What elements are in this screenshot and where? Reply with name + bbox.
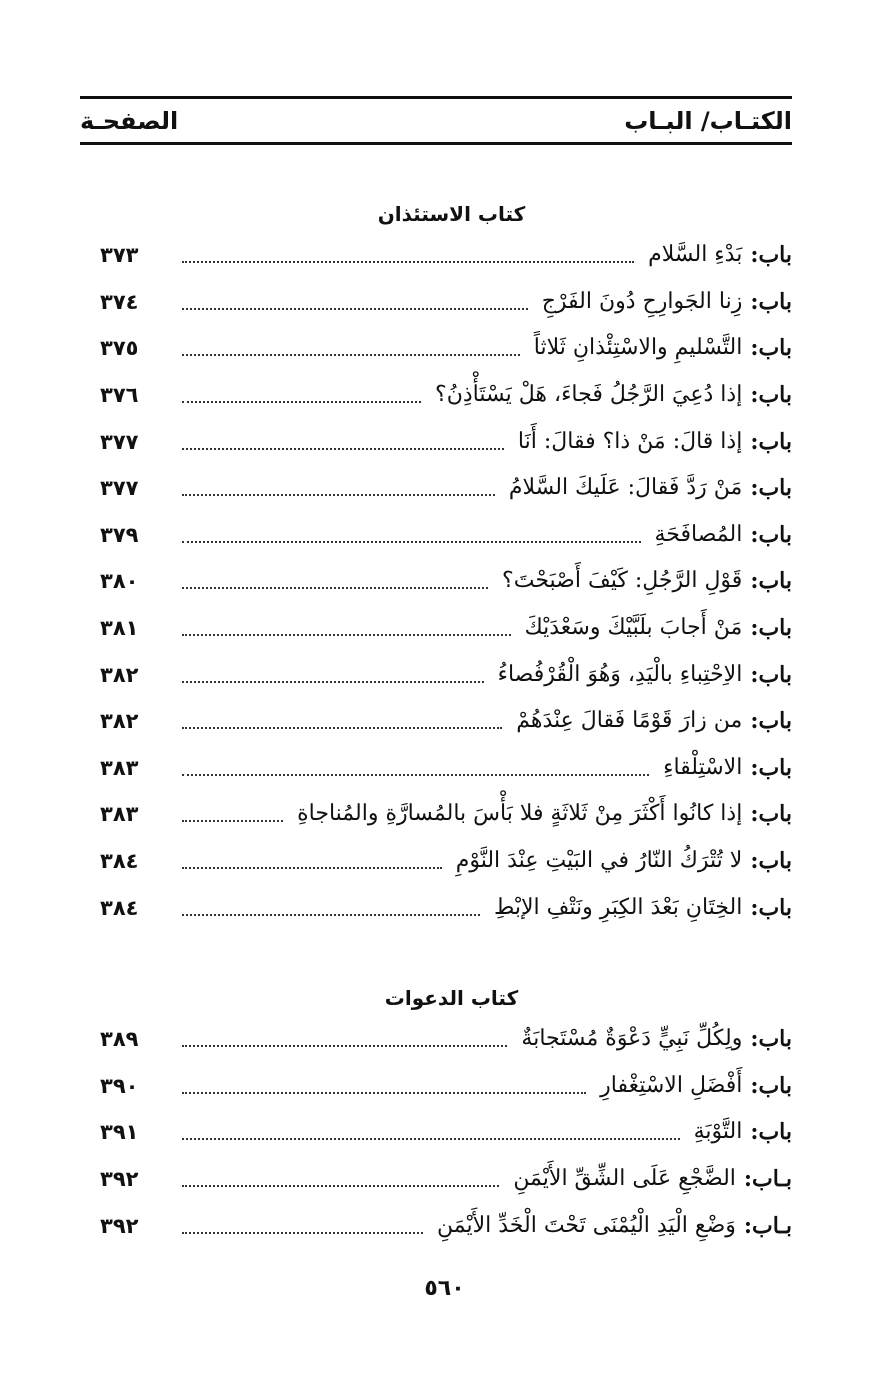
entry-page-number: ٣٩١ (100, 1120, 139, 1145)
section-title: كتاب الدعوات (384, 986, 519, 1010)
toc-entry (100, 745, 792, 792)
entry-separator: : (750, 708, 759, 735)
entry-prefix: باب (758, 242, 792, 269)
entry-title: إذا دُعِيَ الرَّجُلُ فَجاءَ، هَلْ يَسْتَأْذِنُ؟ (435, 382, 743, 408)
toc-entry (100, 558, 792, 605)
dot-leader (182, 418, 504, 450)
dot-leader (182, 1015, 507, 1047)
entry-separator: : (750, 521, 759, 548)
dot-leader (182, 837, 442, 869)
entry-page-number: ٣٨٢ (100, 709, 139, 734)
entry-prefix: باب (758, 428, 792, 455)
toc-entry (100, 279, 792, 326)
entry-prefix: باب (758, 382, 792, 409)
dot-leader (182, 744, 649, 776)
entry-prefix: باب (758, 754, 792, 781)
toc-entry (100, 838, 792, 885)
dot-leader (182, 697, 502, 729)
header-rule-bottom (80, 142, 792, 145)
entry-title: الخِتَانِ بَعْدَ الكِبَرِ ونَتْفِ الإبْطِ (493, 894, 743, 920)
entry-title: من زارَ قَوْمًا فَقالَ عِنْدَهُمْ (516, 708, 743, 734)
entry-separator: : (750, 568, 759, 595)
dot-leader (182, 371, 421, 403)
entry-page-number: ٣٨٣ (100, 802, 139, 827)
toc-entry (100, 372, 792, 419)
entry-page-number: ٣٨٠ (100, 569, 139, 594)
dot-leader (182, 278, 528, 310)
toc-list (100, 232, 792, 931)
entry-title: أَفْضَلِ الاسْتِغْفارِ (600, 1072, 743, 1098)
entry-prefix: باب (758, 661, 792, 688)
entry-prefix: باب (758, 615, 792, 642)
entry-page-number: ٣٧٥ (100, 336, 139, 361)
toc-entry (100, 884, 792, 931)
entry-prefix: باب (758, 848, 792, 875)
entry-separator: : (750, 242, 759, 269)
entry-separator: : (750, 428, 759, 455)
entry-prefix: بـاب (752, 1212, 792, 1239)
dot-leader (182, 651, 484, 683)
dot-leader (182, 604, 511, 636)
entry-separator: : (750, 1026, 759, 1053)
entry-prefix: باب (758, 1119, 792, 1146)
entry-prefix: باب (758, 801, 792, 828)
dot-leader (182, 884, 480, 916)
toc-entry (100, 1156, 792, 1203)
entry-page-number: ٣٧٧ (100, 476, 139, 501)
entry-prefix: باب (758, 335, 792, 362)
chapter-column-heading: الكتـاب/ البـاب (624, 107, 792, 135)
entry-prefix: باب (758, 1026, 792, 1053)
entry-page-number: ٣٧٩ (100, 522, 139, 547)
entry-title: المُصافَحَةِ (654, 521, 743, 547)
dot-leader (182, 324, 520, 356)
dot-leader (182, 557, 488, 589)
toc-entry (100, 1016, 792, 1063)
entry-page-number: ٣٨٣ (100, 755, 139, 780)
toc-entry (100, 232, 792, 279)
table-header (80, 98, 792, 138)
entry-prefix: بـاب (752, 1166, 792, 1193)
dot-leader (182, 1062, 586, 1094)
dot-leader (182, 511, 641, 543)
entry-title: التَّسْليمِ والاسْتِئْذانِ ثَلاثاً (533, 335, 743, 361)
entry-title: مَنْ أَجابَ بلَبَّيْكَ وسَعْدَيْكَ (524, 615, 743, 641)
entry-page-number: ٣٨٩ (100, 1027, 139, 1052)
entry-separator: : (750, 335, 759, 362)
entry-separator: : (750, 615, 759, 642)
dot-leader (182, 1108, 680, 1140)
entry-separator: : (750, 288, 759, 315)
entry-title: مَنْ رَدَّ فَقالَ: عَلَيكَ السَّلامُ (508, 475, 743, 501)
entry-prefix: باب (758, 475, 792, 502)
dot-leader (182, 231, 634, 263)
dot-leader (182, 1155, 499, 1187)
entry-separator: : (750, 475, 759, 502)
entry-separator: : (750, 1072, 759, 1099)
entry-separator: : (750, 848, 759, 875)
entry-page-number: ٣٨٤ (100, 849, 139, 874)
entry-separator: : (750, 661, 759, 688)
entry-page-number: ٣٩٠ (100, 1073, 139, 1098)
entry-separator: : (750, 894, 759, 921)
entry-page-number: ٣٨٢ (100, 662, 139, 687)
page-column-heading: الصفحـة (80, 107, 179, 135)
entry-page-number: ٣٩٢ (100, 1213, 139, 1238)
toc-list (100, 1016, 792, 1249)
entry-title: الضَّجْعِ عَلَى الشِّقِّ الأَيْمَنِ (513, 1166, 736, 1192)
entry-separator: : (750, 801, 759, 828)
entry-separator: : (743, 1166, 753, 1193)
entry-prefix: باب (758, 288, 792, 315)
entry-page-number: ٣٩٢ (100, 1167, 139, 1192)
entry-separator: : (750, 382, 759, 409)
entry-prefix: باب (758, 568, 792, 595)
entry-title: التَّوْبَةِ (693, 1119, 743, 1145)
entry-page-number: ٣٧٣ (100, 243, 139, 268)
entry-page-number: ٣٧٦ (100, 383, 139, 408)
entry-title: زِنا الجَوارِحِ دُونَ الفَرْجِ (541, 288, 743, 314)
entry-title: قَوْلِ الرَّجُلِ: كَيْفَ أَصْبَحْتَ؟ (502, 568, 743, 594)
entry-page-number: ٣٨٤ (100, 895, 139, 920)
dot-leader (182, 464, 495, 496)
toc-entry (100, 512, 792, 559)
entry-prefix: باب (758, 1072, 792, 1099)
toc-entry (100, 1063, 792, 1110)
entry-prefix: باب (758, 708, 792, 735)
entry-title: لا تُتْرَكُ النّارُ في البَيْتِ عِنْدَ النَّوْمِ (455, 848, 743, 874)
entry-title: وَضْعِ الْيَدِ الْيُمْنَى تَحْتَ الْخَدِّ الأَيْمَنِ (437, 1212, 736, 1238)
toc-entry (100, 605, 792, 652)
toc-entry (100, 698, 792, 745)
entry-prefix: باب (758, 521, 792, 548)
entry-title: الاسْتِلْقاءِ (663, 754, 743, 780)
entry-page-number: ٣٨١ (100, 616, 139, 641)
toc-entry (100, 1109, 792, 1156)
page-number: ٥٦٠ (424, 1276, 465, 1301)
entry-title: بَدْءِ السَّلام (648, 242, 743, 268)
section-title: كتاب الاستئذان (377, 202, 526, 226)
toc-entry (100, 418, 792, 465)
toc-entry (100, 1202, 792, 1249)
dot-leader (182, 1202, 423, 1234)
toc-entry (100, 651, 792, 698)
entry-prefix: باب (758, 894, 792, 921)
entry-page-number: ٣٧٧ (100, 429, 139, 454)
entry-page-number: ٣٧٤ (100, 289, 139, 314)
toc-entry (100, 465, 792, 512)
entry-separator: : (743, 1212, 753, 1239)
entry-title: إذا كانُوا أَكْثَرَ مِنْ ثَلاثَةٍ فلا بَأْسَ بالمُسارَّةِ والمُناجاةِ (297, 801, 743, 827)
dot-leader (182, 790, 283, 822)
entry-title: إذا قالَ: مَنْ ذا؟ فقالَ: أَنَا (517, 428, 743, 454)
entry-separator: : (750, 754, 759, 781)
toc-entry (100, 325, 792, 372)
toc-entry (100, 791, 792, 838)
entry-separator: : (750, 1119, 759, 1146)
entry-title: الاِحْتِباءِ بالْيَدِ، وَهُوَ الْقُرْفُصاءُ (497, 661, 743, 687)
entry-title: ولِكُلِّ نَبِيٍّ دَعْوَةٌ مُسْتَجابَةٌ (521, 1026, 743, 1052)
